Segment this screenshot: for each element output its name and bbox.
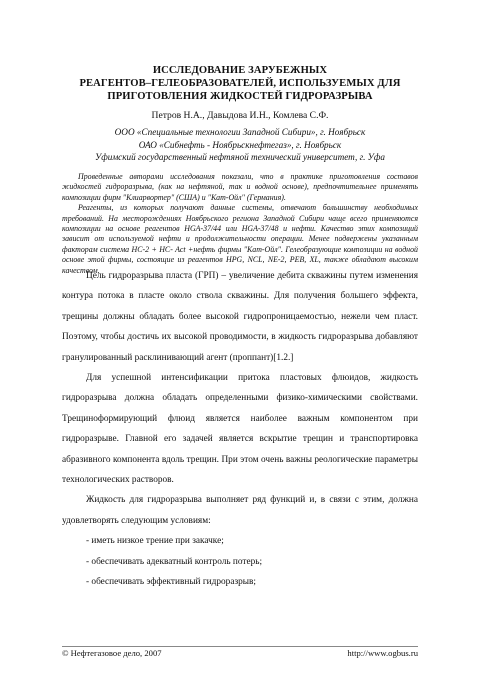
authors: Петров Н.А., Давыдова И.Н., Комлева С.Ф.: [151, 110, 329, 121]
article-title: [40, 64, 440, 103]
title-line-3: ПРИГОТОВЛЕНИЯ ЖИДКОСТЕЙ ГИДРОРАЗРЫВА: [107, 91, 373, 102]
list-item: - иметь низкое трение при закачке;: [86, 536, 224, 547]
affiliation-2: ОАО «Сибнефть - Ноябрьскнефтегаз», г. Ноябрьск: [138, 139, 342, 150]
footer-copyright: © Нефтегазовое дело, 2007: [62, 648, 162, 658]
title-line-2: РЕАГЕНТОВ–ГЕЛЕОБРАЗОВАТЕЛЕЙ, ИСПОЛЬЗУЕМЫХ ДЛЯ: [79, 78, 401, 89]
body-paragraph-1: Цель гидроразрыва пласта (ГРП) – увеличение дебита скважины путем изменения контура потока в пласте около ствола скважины. Для получения большего эффекта, трещины должны обладать более высокой гидропроницаемостью, нежели чем пласт. Поэтому, чтобы достичь их высокой проводимости, в жидкость гидроразрыва добавляют гранулированный расклинивающий агент (проппант)[1.2.]: [62, 271, 418, 363]
affiliation-3: Уфимский государственный нефтяной технический университет, г. Уфа: [95, 152, 385, 163]
footer-divider: [62, 646, 418, 647]
abstract: [62, 172, 418, 276]
body-paragraph-2: Для успешной интенсификации притока пластовых флюидов, жидкость гидроразрыва должна обладать определенными физико-химическими свойствами. Трещиноформирующий флюид является наиболее важным компонентом при гидроразрыве. Главной его задачей является вскрытие трещин и транспортировка абразивного компонента вдоль трещин. При этом очень важны реологические параметры технологических растворов.: [62, 373, 418, 486]
requirements-list: [62, 531, 418, 592]
body-paragraph-3: Жидкость для гидроразрыва выполняет ряд функций и, в связи с этим, должна удовлетворять следующим условиям:: [62, 495, 418, 526]
abstract-paragraph-1: Проведенные авторами исследования показали, что в практике приготовления составов жидкостей гидроразрыва, (как на нефтяной, так и водной основе), предпочтительнее применять композиции фирм "Клиарвортер" (США) и "Кат-Ойл" (Германия).: [62, 172, 418, 202]
list-item: - обеспечивать эффективный гидроразрыв;: [86, 577, 256, 588]
abstract-paragraph-2: Реагенты, из которых получают данные системы, отвечают большинству необходимых требований. На месторождениях Ноябрьского региона Западной Сибири чаще всего применяются композиции на основе реагентов HGA-37/44 или HGA-37/48 и нефти. Качество этих композиций зависит от используемой нефти и продолжительности операции. Менее подвержены указанным факторам система HC-2 + HC- Act +нефть фирмы "Кат-Ойл". Гелеобразующие композиции на водной основе этой фирмы, состоящие из реагентов HPG, NCL, NE-2, PEB, XL, также обладают высоким качеством.: [62, 203, 418, 275]
list-item: - обеспечивать адекватный контроль потерь;: [86, 556, 263, 567]
footer-url-link[interactable]: http://www.ogbus.ru: [347, 648, 418, 658]
affiliations: [40, 126, 440, 164]
title-line-1: ИССЛЕДОВАНИЕ ЗАРУБЕЖНЫХ: [152, 65, 328, 76]
affiliation-1: ООО «Специальные технологии Западной Сибири», г. Ноябрьск: [114, 127, 366, 137]
article-body: [62, 266, 418, 593]
